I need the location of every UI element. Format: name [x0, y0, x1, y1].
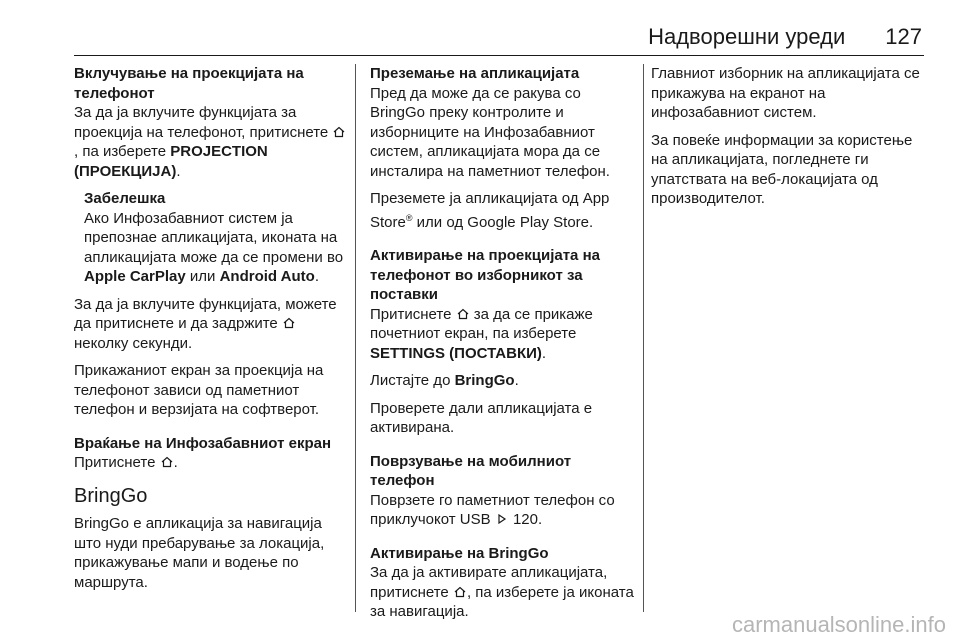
heading-activate-bringgo: Активирање на BringGo [370, 544, 549, 562]
heading-bringgo: BringGo [74, 484, 148, 507]
paragraph: BringGo е апликација за навигација што нуди пребарување за локација, прикажување мапи и водење по маршрута. [74, 515, 325, 591]
page-reference-icon [495, 512, 509, 526]
header-rule [74, 55, 924, 56]
heading-return-screen: Враќање на Инфозабавниот екран [74, 434, 332, 452]
heading-projection-on: Вклучување на проекцијата на телефонот [74, 65, 304, 102]
paragraph: Поврзете го паметниот телефон со приклучокот USB 120. [370, 491, 615, 528]
home-icon [160, 455, 174, 469]
home-icon [456, 307, 470, 321]
page-number: 127 [885, 24, 922, 49]
paragraph: Пред да може да се ракува со BringGo преку контролите и изборниците на Инфозабавниот систем, апликацијата мора да се инсталира на паметниот телефон. [370, 84, 610, 180]
home-icon [282, 316, 296, 330]
page-title: Надворешни уреди [648, 24, 846, 49]
paragraph: Проверете дали апликацијата е активирана. [370, 399, 593, 436]
column-middle [370, 64, 634, 630]
paragraph: За да ја вклучите функцијата за проекција на телефонот, притиснете , па изберете PROJECTION (ПРОЕКЦИЈА). [74, 103, 348, 181]
column-divider [643, 64, 644, 612]
note-title: Забелешка [84, 190, 166, 207]
watermark: carmanualsonline.info [731, 612, 946, 637]
column-left [74, 64, 348, 600]
paragraph: Листајте до BringGo. [370, 372, 519, 389]
paragraph: Преземете ја апликацијата од App Store® или од Google Play Store. [370, 190, 610, 231]
paragraph: Главниот изборник на апликацијата се прикажува на екранот на инфозабавниот систем. [651, 65, 920, 121]
home-icon [332, 125, 346, 139]
column-right [651, 64, 931, 217]
page-header [648, 24, 922, 50]
note-block [74, 189, 348, 287]
heading-activate-projection: Активирање на проекцијата на телефонот во изборникот за поставки [370, 247, 600, 303]
note-text: Ако Инфозабавниот систем ја препознае апликацијата, иконата на апликацијата може да се промени во Apple CarPlay или Android Auto. [84, 209, 344, 285]
home-icon [453, 585, 467, 599]
paragraph: За повеќе информации за користење на апликацијата, погледнете ги упатствата на веб-локацијата од производителот. [651, 131, 913, 207]
paragraph: Притиснете . [74, 454, 178, 471]
paragraph: За да ја активирате апликацијата, притиснете , па изберете ја иконата за навигација. [370, 564, 634, 620]
paragraph: Притиснете за да се прикаже почетниот екран, па изберете SETTINGS (ПОСТАВКИ). [370, 305, 593, 362]
heading-download-app: Преземање на апликацијата [370, 65, 580, 82]
heading-connect-phone: Поврзување на мобилниот телефон [370, 452, 572, 489]
paragraph: За да ја вклучите функцијата, можете да притиснете и да задржите неколку секунди. [74, 295, 337, 352]
column-divider [355, 64, 356, 612]
paragraph: Прикажаниот екран за проекција на телефонот зависи од паметниот телефон и верзијата на софтверот. [74, 362, 324, 418]
